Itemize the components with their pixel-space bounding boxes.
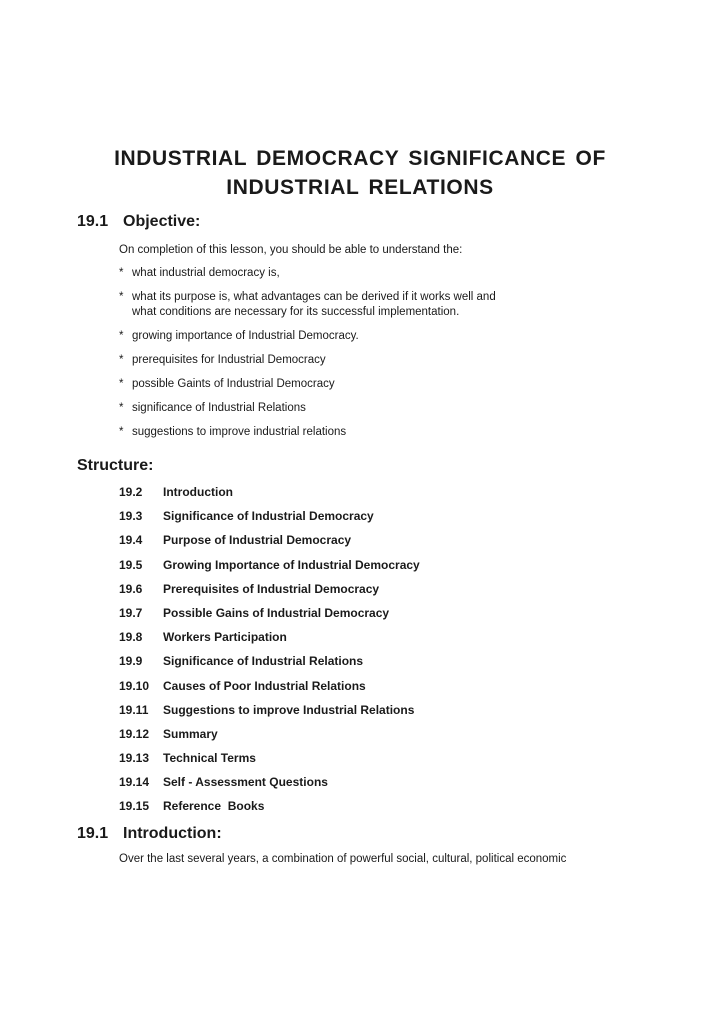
objective-item-text: possible Gaints of Industrial Democracy (132, 377, 335, 390)
structure-item-label: Significance of Industrial Democracy (163, 509, 374, 524)
structure-item-label: Growing Importance of Industrial Democracy (163, 557, 420, 572)
structure-item-number: 19.3 (119, 509, 143, 524)
introduction-heading (77, 824, 222, 844)
page-title (40, 144, 680, 202)
structure-item (119, 679, 420, 703)
introduction-paragraph: Over the last several years, a combination of powerful social, cultural, political economic (119, 853, 567, 865)
objective-item (119, 266, 679, 281)
introduction-section-number: 19.1 (77, 825, 109, 842)
structure-item-label: Workers Participation (163, 630, 287, 645)
objective-item (119, 329, 679, 344)
objective-item (119, 401, 679, 416)
structure-item-label: Prerequisites of Industrial Democracy (163, 581, 380, 596)
structure-item-label: Purpose of Industrial Democracy (163, 533, 352, 548)
structure-item-label: Causes of Poor Industrial Relations (163, 678, 366, 693)
structure-item (119, 751, 420, 775)
structure-item (119, 799, 420, 823)
structure-item-label: Summary (163, 726, 218, 741)
bullet-marker: * (119, 329, 124, 342)
bullet-marker: * (119, 401, 124, 414)
objective-item-text: suggestions to improve industrial relations (132, 425, 347, 438)
structure-item-label: Introduction (163, 485, 233, 499)
objective-list (119, 266, 679, 449)
objective-item-text: growing importance of Industrial Democracy. (132, 329, 359, 342)
objective-item-text: prerequisites for Industrial Democracy (132, 353, 326, 366)
structure-item-number: 19.13 (119, 751, 150, 766)
structure-item-number: 19.15 (119, 799, 150, 814)
objective-item-text: what its purpose is, what advantages can be derived if it works well and (132, 291, 496, 303)
structure-item-number: 19.6 (119, 581, 143, 596)
introduction-section-title: Introduction: (123, 825, 222, 842)
structure-item-label: Reference Books (163, 799, 265, 814)
objective-section-title: Objective: (123, 213, 201, 230)
structure-item-number: 19.10 (119, 678, 150, 693)
objective-item (119, 377, 679, 392)
structure-item-label: Self - Assessment Questions (163, 775, 328, 790)
structure-item-number: 19.5 (119, 557, 143, 572)
structure-item-label: Suggestions to improve Industrial Relations (163, 702, 415, 717)
structure-heading: Structure: (77, 457, 154, 474)
structure-item (119, 630, 420, 654)
objective-item (119, 425, 679, 440)
structure-item-number: 19.11 (119, 702, 149, 717)
structure-item (119, 485, 420, 509)
objective-item-text: significance of Industrial Relations (132, 401, 306, 414)
bullet-marker: * (119, 267, 124, 279)
objective-item (119, 353, 679, 368)
structure-item (119, 509, 420, 533)
title-line-1: INDUSTRIAL DEMOCRACY SIGNIFICANCE OF (114, 147, 606, 170)
objective-item-text-continued: what conditions are necessary for its successful implementation. (132, 305, 460, 318)
structure-item-number: 19.7 (119, 605, 143, 620)
structure-item-number: 19.9 (119, 654, 143, 669)
bullet-marker: * (119, 353, 124, 366)
structure-item (119, 558, 420, 582)
structure-item-number: 19.14 (119, 775, 150, 790)
structure-item-label: Significance of Industrial Relations (163, 654, 364, 669)
structure-item (119, 703, 420, 727)
structure-item (119, 775, 420, 799)
structure-item-number: 19.12 (119, 726, 150, 741)
objective-section-number: 19.1 (77, 213, 109, 230)
structure-item (119, 727, 420, 751)
objective-item-text: what industrial democracy is, (132, 267, 280, 279)
structure-item-label: Technical Terms (163, 751, 256, 766)
structure-item-number: 19.2 (119, 485, 143, 499)
structure-item (119, 582, 420, 606)
structure-item (119, 606, 420, 630)
bullet-marker: * (119, 291, 124, 303)
structure-list (119, 485, 420, 824)
structure-item (119, 533, 420, 557)
structure-item-number: 19.8 (119, 630, 143, 645)
structure-item-number: 19.4 (119, 533, 143, 548)
objective-item (119, 290, 679, 319)
objective-heading (77, 212, 200, 232)
structure-item-label: Possible Gains of Industrial Democracy (163, 605, 390, 620)
structure-item (119, 654, 420, 678)
objective-intro: On completion of this lesson, you should be able to understand the: (119, 244, 463, 256)
bullet-marker: * (119, 425, 124, 438)
title-line-2: INDUSTRIAL RELATIONS (226, 176, 494, 199)
bullet-marker: * (119, 377, 124, 390)
